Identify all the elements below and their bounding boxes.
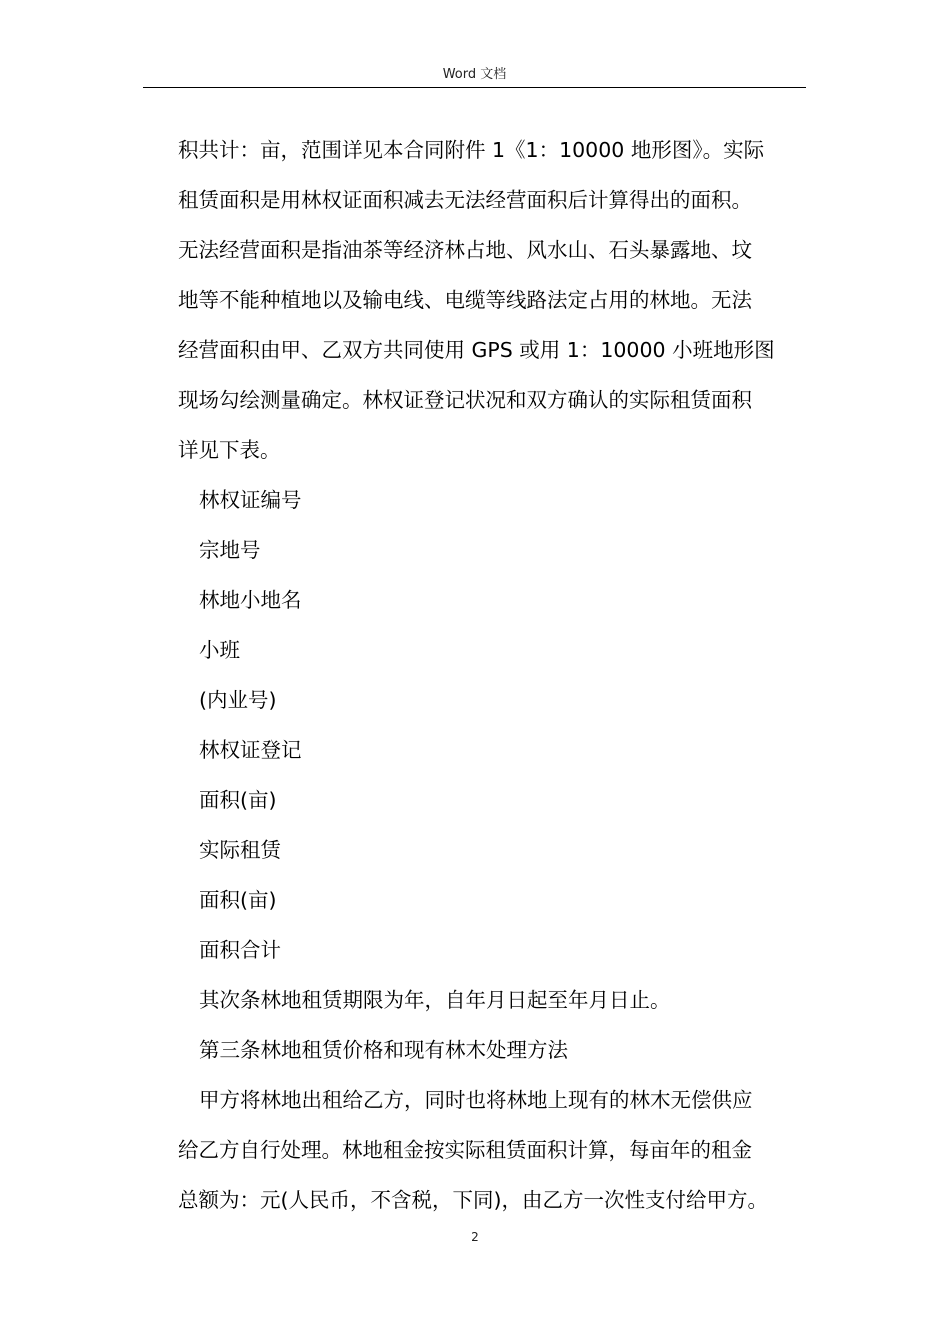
page-number: 2 [471, 1230, 479, 1244]
clause-heading: 第三条林地租赁价格和现有林木处理方法 [199, 1038, 568, 1062]
paragraph-line: 总额为：元(人民币，不含税，下同)，由乙方一次性支付给甲方。 [178, 1188, 768, 1212]
paragraph-line: 地等不能种植地以及输电线、电缆等线路法定占用的林地。无法 [178, 288, 752, 312]
paragraph-line: 无法经营面积是指油茶等经济林占地、风水山、石头暴露地、坟 [178, 238, 752, 262]
table-item: 实际租赁 [199, 838, 281, 862]
header-divider [143, 87, 806, 88]
table-item: 小班 [199, 638, 240, 662]
table-item: 面积(亩) [199, 888, 277, 912]
page-header: Word 文档 [442, 67, 507, 82]
paragraph-line: 经营面积由甲、乙双方共同使用 GPS 或用 1：10000 小班地形图 [178, 338, 775, 362]
table-item: 林地小地名 [199, 588, 302, 612]
table-item: 面积合计 [199, 938, 281, 962]
clause-line: 其次条林地租赁期限为年，自年月日起至年月日止。 [199, 988, 671, 1012]
paragraph-line: 积共计：亩，范围详见本合同附件 1《1：10000 地形图》。实际 [178, 138, 765, 162]
table-item: 宗地号 [199, 538, 261, 562]
paragraph-line: 详见下表。 [178, 438, 281, 462]
document-body [178, 125, 818, 1225]
paragraph-line: 给乙方自行处理。林地租金按实际租赁面积计算，每亩年的租金 [178, 1138, 752, 1162]
paragraph-line: 甲方将林地出租给乙方，同时也将林地上现有的林木无偿供应 [199, 1088, 753, 1112]
table-item: (内业号) [199, 688, 277, 712]
paragraph-line: 现场勾绘测量确定。林权证登记状况和双方确认的实际租赁面积 [178, 388, 752, 412]
table-item: 林权证编号 [199, 488, 302, 512]
table-item: 面积(亩) [199, 788, 277, 812]
table-item: 林权证登记 [199, 738, 302, 762]
paragraph-line: 租赁面积是用林权证面积减去无法经营面积后计算得出的面积。 [178, 188, 752, 212]
